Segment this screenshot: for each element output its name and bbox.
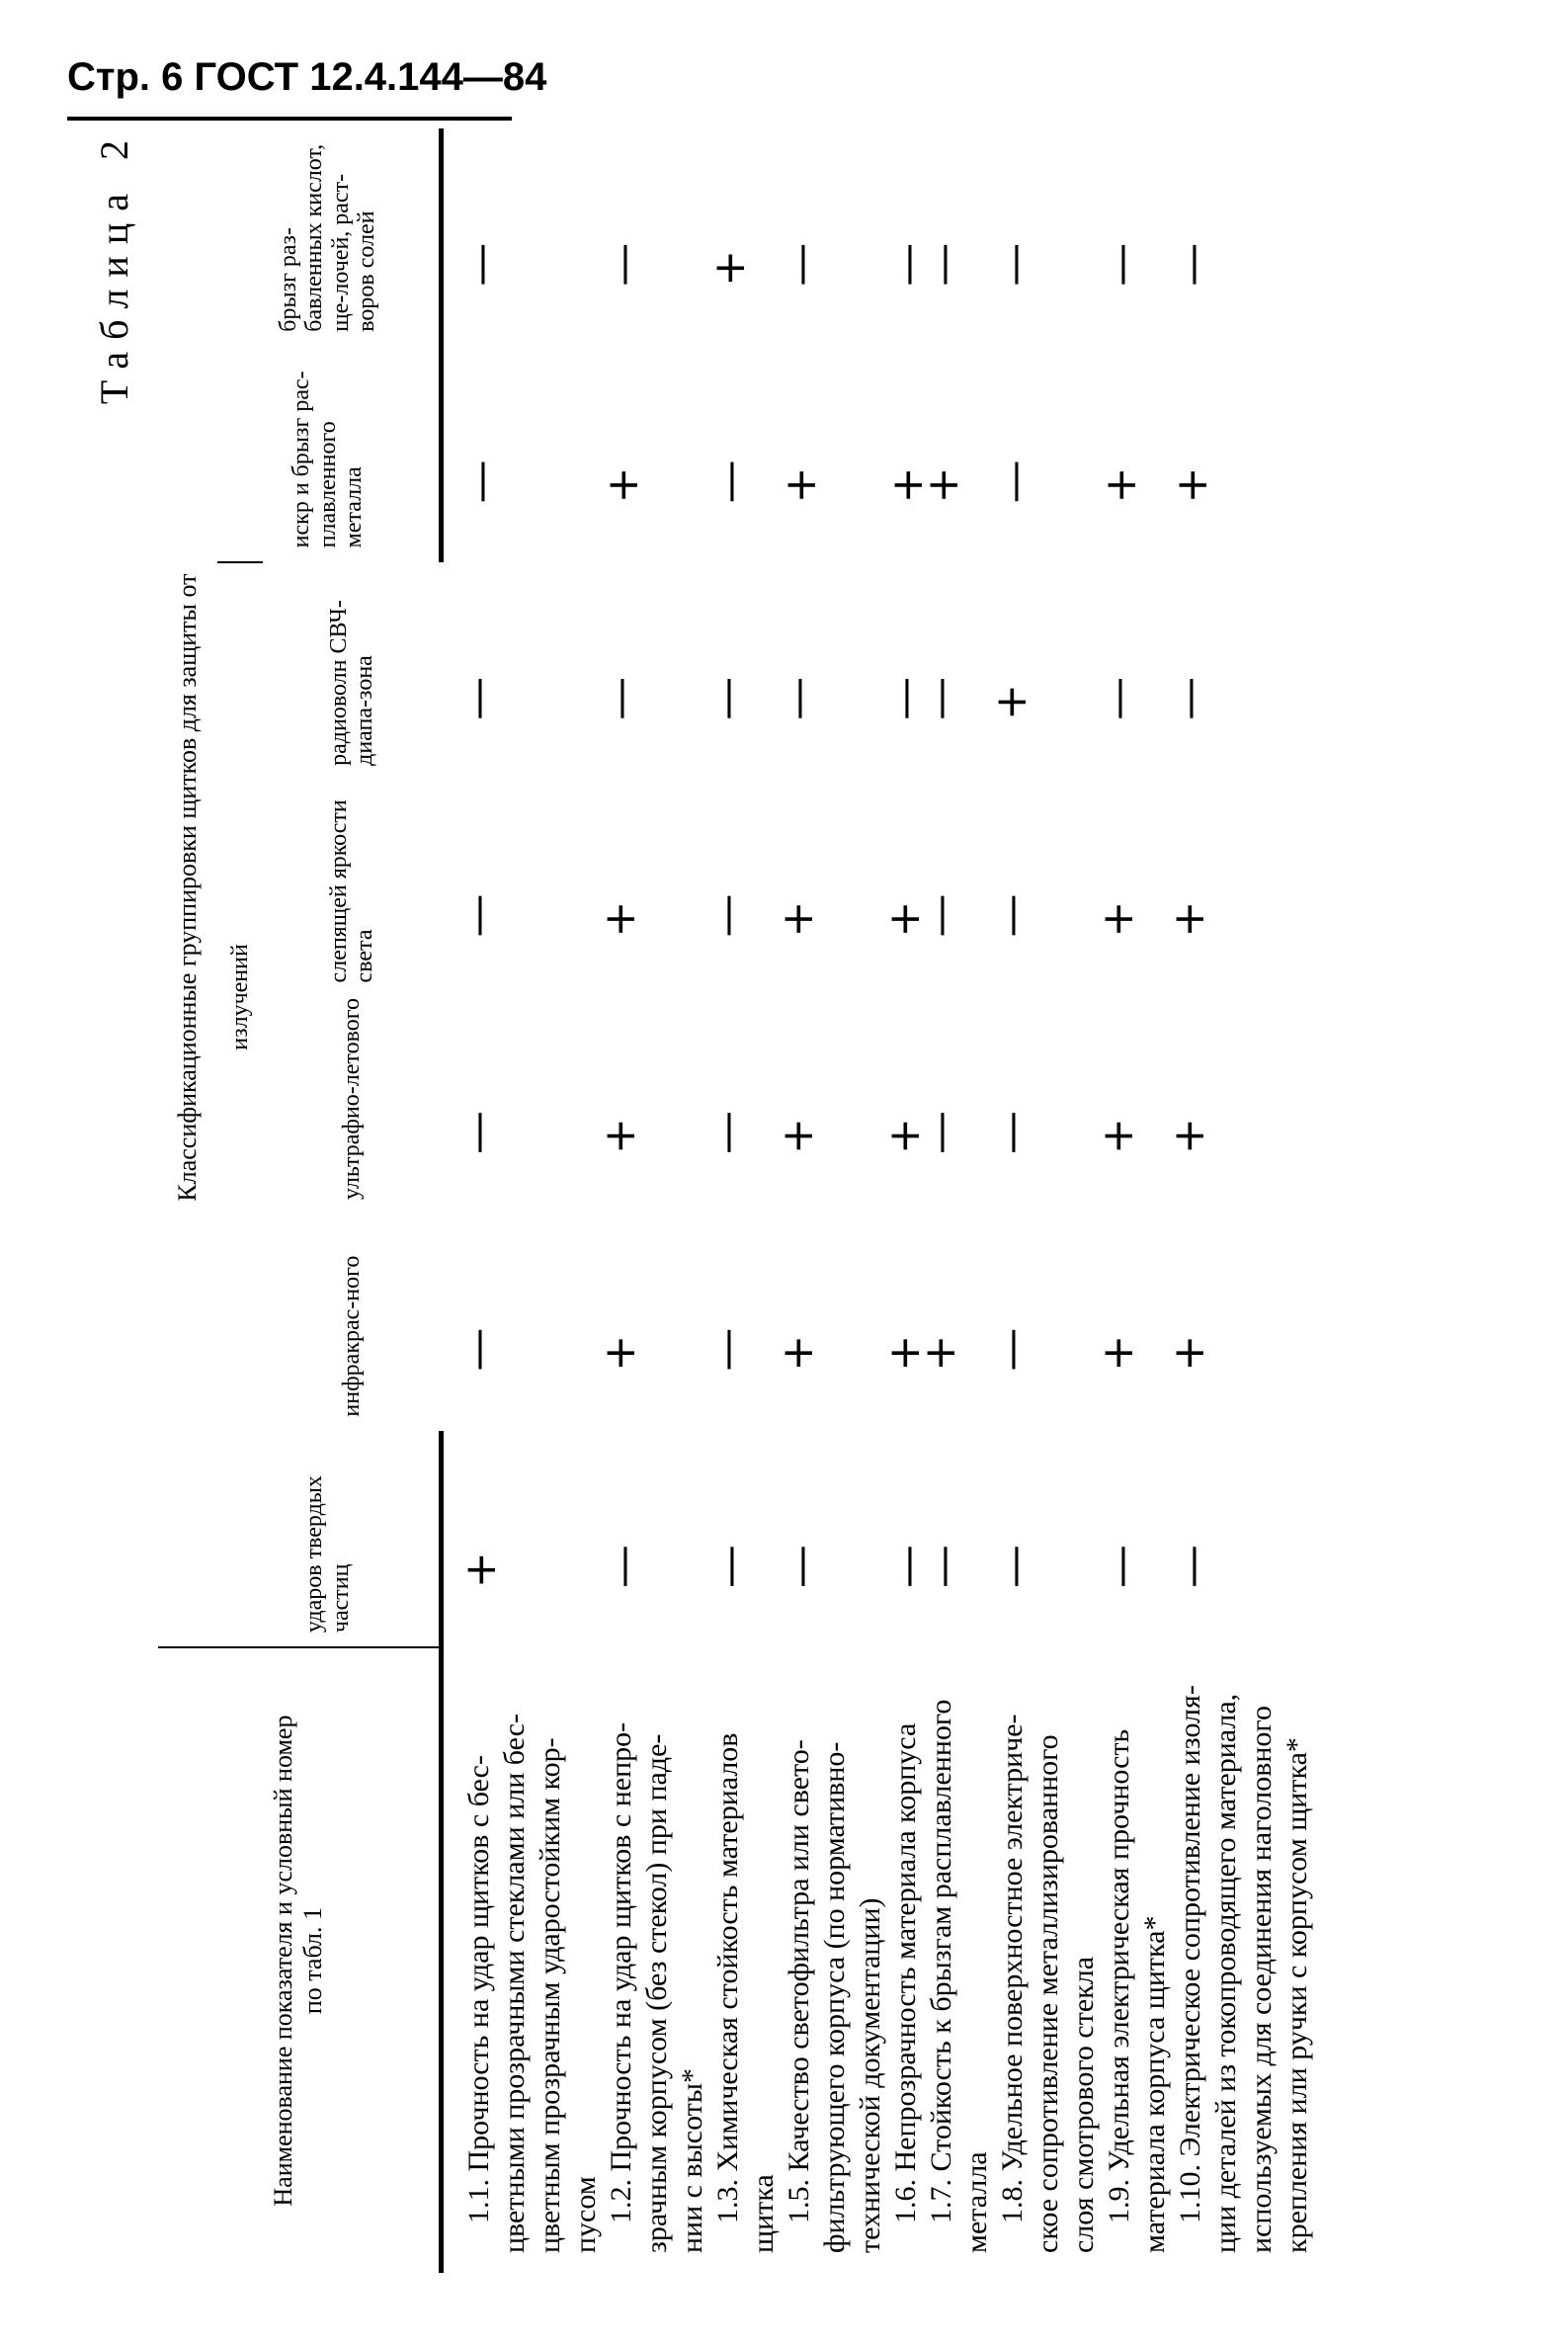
header-group: Классификационные группировки щитков для защиты от bbox=[158, 128, 217, 1647]
mark-r3-c5: — bbox=[701, 676, 752, 720]
mark-r6-c2: + bbox=[915, 1334, 965, 1372]
marks-col-4 bbox=[441, 780, 1325, 997]
mark-r6-c5: — bbox=[915, 676, 965, 720]
header-radiation-group: излучений bbox=[217, 562, 263, 1430]
mark-r1-c3: — bbox=[453, 1111, 503, 1154]
rotated-table bbox=[79, 128, 1324, 2273]
row-1-name: 1.1. Прочность на удар щитков с бес- цветными прозрачными стеклами или бес- цветным прозрачным ударостойким кор- пусом bbox=[461, 1713, 602, 2253]
mark-r5-c6: + bbox=[881, 466, 933, 504]
row-9-name: 1.10. Электрическое сопротивление изоля- ции деталей из токопроводящего материала, используемых для соединения наголовного крепления или ручки с корпусом щитка* bbox=[1173, 1685, 1313, 2253]
mark-r7-c7: — bbox=[988, 242, 1039, 287]
mark-r3-c3: — bbox=[701, 1111, 752, 1154]
mark-r8-c7: — bbox=[1095, 242, 1146, 287]
mark-r2-c7: — bbox=[597, 242, 648, 287]
header-rule bbox=[67, 117, 512, 121]
row-7-name: 1.8. Удельное поверхностное электриче- ское сопротивление металлизированного слоя смотрового стекла bbox=[995, 1714, 1100, 2253]
mark-r6-c1: — bbox=[917, 1545, 968, 1589]
mark-r4-c6: + bbox=[775, 466, 826, 504]
mark-r2-c5: — bbox=[595, 676, 645, 720]
mark-r8-c5: — bbox=[1093, 676, 1143, 720]
row-8-name: 1.9. Удельная электрическая прочность материала корпуса щитка* bbox=[1102, 1728, 1171, 2253]
mark-r2-c6: + bbox=[597, 466, 648, 504]
mark-r3-c1: — bbox=[703, 1545, 755, 1589]
marks-col-3 bbox=[441, 996, 1325, 1214]
mark-r3-c6: — bbox=[703, 460, 755, 504]
header-col-6: искр и брызг рас-плавленного металла bbox=[217, 346, 441, 563]
mark-r6-c4: — bbox=[915, 893, 965, 938]
mark-r4-c5: — bbox=[773, 676, 823, 720]
mark-r1-c5: — bbox=[453, 676, 503, 720]
mark-r7-c6: — bbox=[988, 460, 1039, 504]
mark-r4-c3: + bbox=[773, 1118, 823, 1154]
mark-r7-c4: — bbox=[986, 893, 1036, 938]
body-row bbox=[441, 128, 1325, 2273]
mark-r4-c1: — bbox=[775, 1545, 826, 1589]
mark-r9-c3: + bbox=[1164, 1118, 1214, 1154]
mark-r7-c5: + bbox=[986, 684, 1036, 720]
mark-r9-c5: — bbox=[1164, 676, 1214, 720]
mark-r4-c2: + bbox=[773, 1334, 823, 1372]
mark-r6-c7: — bbox=[917, 242, 968, 287]
header-col-4: слепящей яркости света bbox=[325, 799, 377, 983]
mark-r1-c4: — bbox=[453, 893, 503, 938]
row-2-name: 1.2. Прочность на удар щитков с непро- зрачным корпусом (без стекол) при паде- нии с высоты* bbox=[604, 1721, 708, 2253]
mark-r2-c3: + bbox=[595, 1118, 645, 1154]
mark-r4-c4: + bbox=[773, 900, 823, 938]
indicator-names bbox=[441, 1647, 1325, 2273]
mark-r9-c7: — bbox=[1166, 242, 1217, 287]
header-col-7: брызг раз-бавленных кислот, ще-лочей, раст-воров солей bbox=[217, 128, 441, 346]
data-table bbox=[158, 128, 1325, 2273]
mark-r5-c1: — bbox=[881, 1545, 933, 1589]
header-name-col: Наименование показателя и условный номер по табл. 1 bbox=[158, 1647, 441, 2273]
mark-r7-c3: — bbox=[986, 1111, 1036, 1154]
header-col-1: ударов твердых частиц bbox=[217, 1431, 441, 1648]
header-col-3: ультрафио-летового bbox=[338, 998, 365, 1200]
page-header: Стр. 6 ГОСТ 12.4.144—84 bbox=[67, 55, 547, 99]
mark-r7-c1: — bbox=[988, 1545, 1039, 1589]
mark-r6-c3: — bbox=[915, 1111, 965, 1154]
mark-r1-c2: — bbox=[453, 1327, 503, 1372]
mark-r8-c3: + bbox=[1093, 1118, 1143, 1154]
mark-r3-c2: — bbox=[701, 1327, 752, 1372]
mark-r8-c4: + bbox=[1093, 900, 1143, 938]
mark-r5-c4: + bbox=[879, 900, 930, 938]
mark-r9-c2: + bbox=[1164, 1334, 1214, 1372]
marks-col-2 bbox=[441, 1214, 1325, 1431]
mark-r5-c7: — bbox=[881, 242, 933, 287]
mark-r8-c2: + bbox=[1093, 1334, 1143, 1372]
mark-r2-c1: — bbox=[597, 1545, 648, 1589]
table-caption: Таблица 2 bbox=[92, 128, 136, 405]
row-3-name: 1.3. Химическая стойкость материалов щитка bbox=[710, 1732, 780, 2253]
marks-col-5 bbox=[441, 562, 1325, 780]
mark-r9-c6: + bbox=[1166, 466, 1217, 504]
mark-r1-c6: — bbox=[454, 460, 506, 504]
marks-col-1 bbox=[441, 1431, 1325, 1648]
row-5-name: 1.6. Непрозрачность материала корпуса bbox=[888, 1722, 922, 2223]
mark-r5-c5: — bbox=[879, 676, 930, 720]
row-6-name: 1.7. Стойкость к брызгам расплавленного металла bbox=[924, 1699, 993, 2253]
mark-r9-c4: + bbox=[1164, 900, 1214, 938]
mark-r2-c4: + bbox=[595, 900, 645, 938]
mark-r5-c3: + bbox=[879, 1118, 930, 1154]
mark-r1-c7: — bbox=[454, 242, 506, 287]
mark-r4-c7: — bbox=[775, 242, 826, 287]
mark-r6-c6: + bbox=[917, 466, 968, 504]
mark-r7-c2: — bbox=[986, 1327, 1036, 1372]
mark-r3-c7: + bbox=[703, 249, 755, 287]
header-row-1 bbox=[158, 128, 217, 2273]
marks-col-6 bbox=[441, 346, 1325, 563]
mark-r9-c1: — bbox=[1166, 1545, 1217, 1589]
marks-col-7 bbox=[441, 128, 1325, 346]
row-4-name: 1.5. Качество светофильтра или свето- фильтрующего корпуса (по нормативно- технической документации) bbox=[782, 1739, 886, 2253]
header-col-5: радиоволн СВЧ-диапа-зона bbox=[325, 600, 377, 766]
mark-r2-c2: + bbox=[595, 1334, 645, 1372]
mark-r5-c2: + bbox=[879, 1334, 930, 1372]
mark-r8-c6: + bbox=[1095, 466, 1146, 504]
header-col-2: инфракрас-ного bbox=[338, 1255, 365, 1417]
mark-r1-c1: + bbox=[454, 1551, 506, 1589]
mark-r8-c1: — bbox=[1095, 1545, 1146, 1589]
mark-r3-c4: — bbox=[701, 893, 752, 938]
